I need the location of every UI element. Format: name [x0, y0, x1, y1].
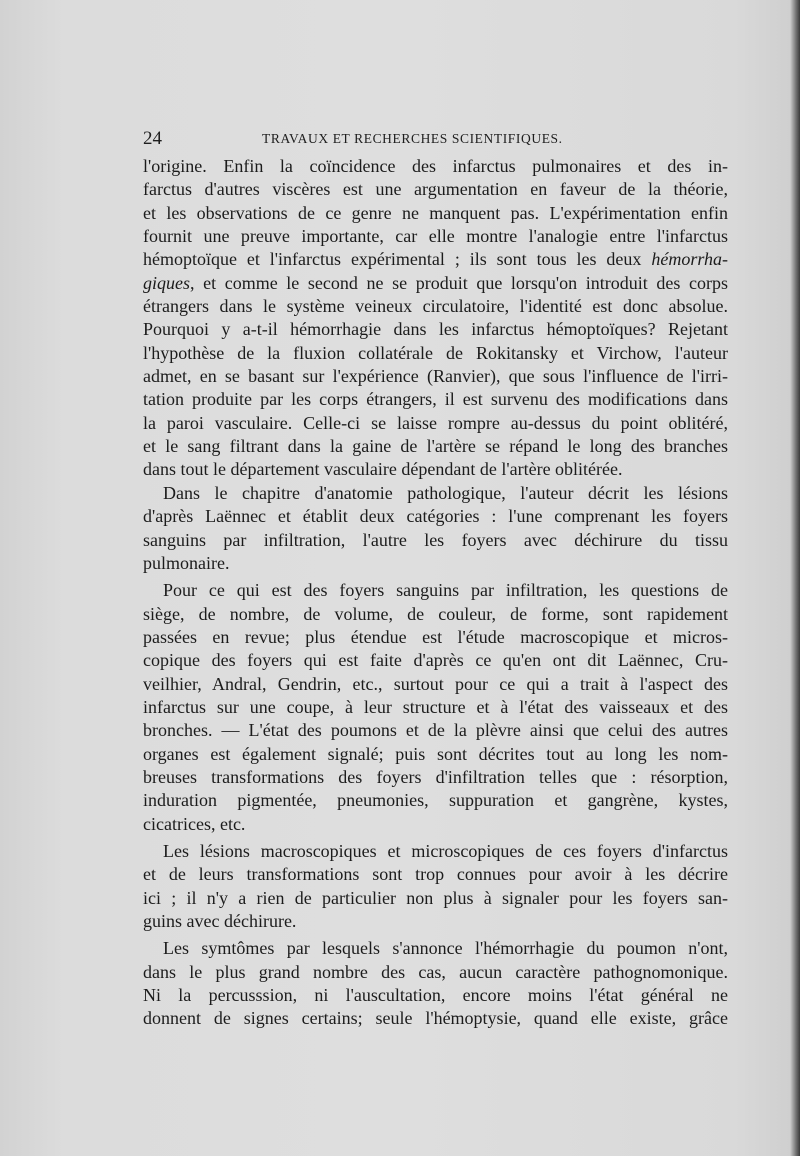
text-line	[143, 272, 728, 295]
text-line: breuses transformations des foyers d'infiltration telles que : résorption,	[143, 766, 728, 787]
text-line: bronches. — L'état des poumons et de la plèvre ainsi que celui des autres	[143, 720, 728, 741]
text-line: dans le plus grand nombre des cas, aucun caractère pathognomonique.	[143, 961, 728, 982]
text-line: admet, en se basant sur l'expérience (Ranvier), que sous l'influence de l'irri-	[143, 366, 728, 387]
text-line: l'origine. Enfin la coïncidence des infarctus pulmonaires et des in-	[143, 156, 728, 176]
text-line: siège, de nombre, de volume, de couleur, de forme, sont rapidement	[143, 603, 728, 624]
italic-fragment: hémorrha-	[651, 249, 728, 270]
text-line: Les symtômes par lesquels s'annonce l'hémorrhagie du poumon n'ont,	[163, 938, 728, 959]
text-line: Pourquoi y a-t-il hémorrhagie dans les infarctus hémoptoïques? Rejetant	[143, 319, 728, 340]
text-line	[143, 248, 728, 271]
paragraph-3	[143, 579, 728, 836]
italic-fragment: giques	[143, 272, 190, 293]
text-line: infarctus sur une coupe, à leur structure et à l'état des vaisseaux et des	[143, 696, 728, 717]
text-line: organes est également signalé; puis sont décrites tout au long les nom-	[143, 743, 728, 764]
paragraph-2	[143, 482, 728, 575]
text-line: Dans le chapitre d'anatomie pathologique, l'auteur décrit les lésions	[163, 482, 728, 503]
paragraph-1	[143, 155, 728, 482]
text-line: et les observations de ce genre ne manquent pas. L'expérimentation enfin	[143, 202, 728, 223]
running-title: TRAVAUX ET RECHERCHES SCIENTIFIQUES.	[262, 131, 563, 146]
text-fragment: , et comme le second ne se produit que lorsqu'on introduit des corps	[190, 272, 728, 293]
text-line: Les lésions macroscopiques et microscopiques de ces foyers d'infarctus	[163, 840, 728, 861]
body-text	[143, 155, 728, 1031]
text-line: étrangers dans le système veineux circulatoire, l'identité est donc absolue.	[143, 296, 728, 317]
text-line: passées en revue; plus étendue est l'étude macroscopique et micros-	[143, 626, 728, 647]
text-line: tation produite par les corps étrangers, il est survenu des modifications dans	[143, 389, 728, 410]
text-line: donnent de signes certains; seule l'hémoptysie, quand elle existe, grâce	[143, 1008, 728, 1029]
text-line: veilhier, Andral, Gendrin, etc., surtout pour ce qui a trait à l'aspect des	[143, 673, 728, 694]
text-line: induration pigmentée, pneumonies, suppuration et gangrène, kystes,	[143, 790, 728, 811]
paragraph-4	[143, 840, 728, 933]
text-line: copique des foyers qui est faite d'après ce qu'en ont dit Laënnec, Cru-	[143, 650, 728, 671]
page-header	[143, 128, 728, 152]
text-line: et de leurs transformations sont trop connues pour avoir à les décrire	[143, 864, 728, 885]
paragraph-5	[143, 937, 728, 1030]
page-edge-shadow	[790, 0, 800, 1156]
text-line: cicatrices, etc.	[143, 813, 246, 834]
text-line: la paroi vasculaire. Celle-ci se laisse rompre au-dessus du point oblitéré,	[143, 412, 728, 433]
text-line: ici ; il n'y a rien de particulier non plus à signaler pour les foyers san-	[143, 887, 728, 908]
text-fragment: hémoptoïque et l'infarctus expérimental ; ils sont tous les deux	[143, 249, 642, 270]
text-line: fournit une preuve importante, car elle montre l'analogie entre l'infarctus	[143, 226, 728, 247]
text-line: pulmonaire.	[143, 552, 230, 573]
text-line: Ni la percusssion, ni l'auscultation, encore moins l'état général ne	[143, 985, 728, 1006]
text-line: sanguins par infiltration, l'autre les foyers avec déchirure du tissu	[143, 529, 728, 550]
text-line: farctus d'autres viscères est une argumentation en faveur de la théorie,	[143, 179, 728, 200]
text-line: et le sang filtrant dans la gaine de l'artère se répand le long des branches	[143, 436, 728, 457]
text-line: guins avec déchirure.	[143, 911, 297, 931]
text-line: dans tout le département vasculaire dépendant de l'artère oblitérée.	[143, 459, 623, 480]
text-line: Pour ce qui est des foyers sanguins par infiltration, les questions de	[163, 580, 728, 601]
text-line: d'après Laënnec et établit deux catégories : l'une comprenant les foyers	[143, 506, 728, 527]
page-number: 24	[143, 128, 162, 149]
text-line: l'hypothèse de la fluxion collatérale de Rokitansky et Virchow, l'auteur	[143, 342, 728, 363]
